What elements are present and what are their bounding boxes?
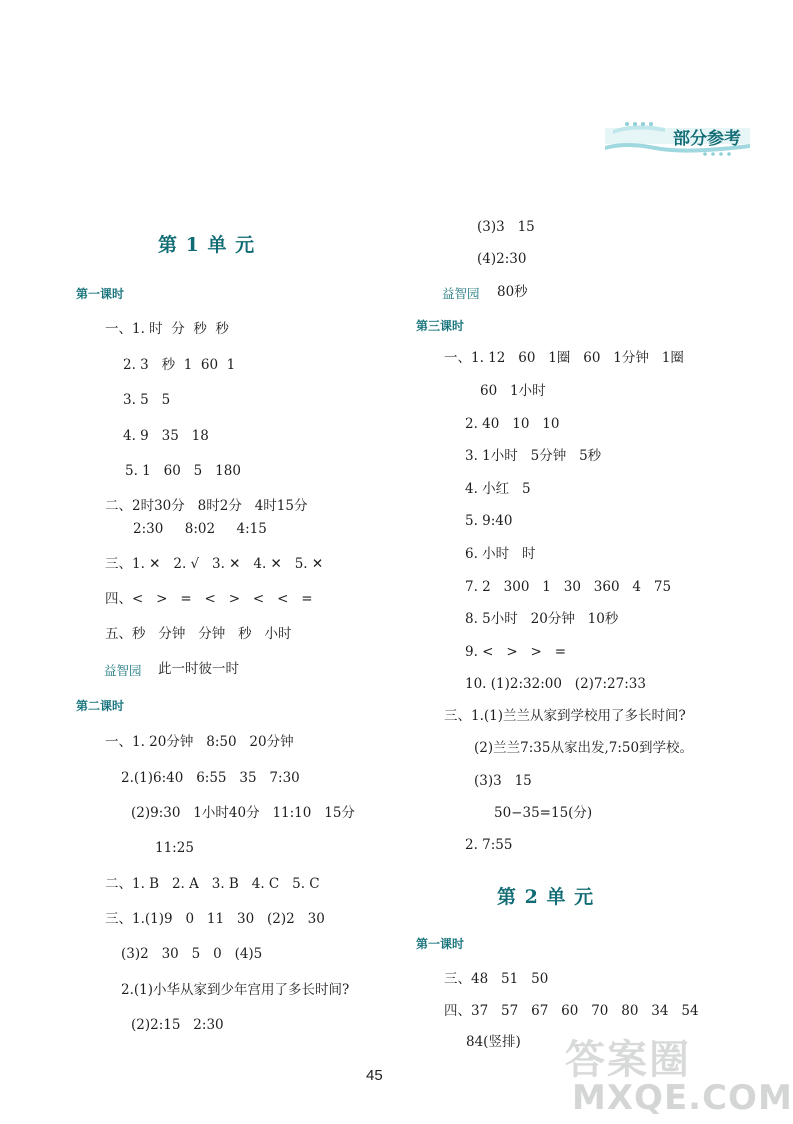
answer-line: (2)9:30 1小时40分 11:10 15分 xyxy=(131,805,355,821)
answer-line: (3)3 15 xyxy=(474,773,532,789)
answer-line: 一、1. 时 分 秒 秒 xyxy=(105,321,229,337)
answer-line: (2)兰兰7:35从家出发,7:50到学校。 xyxy=(474,740,694,756)
answer-line: 7. 2 300 1 30 360 4 75 xyxy=(465,579,672,595)
unit-2-title: 第 2 单 元 xyxy=(497,886,595,908)
answer-line: 二、2时30分 8时2分 4时15分 xyxy=(105,498,308,514)
answer-line: 4. 小红 5 xyxy=(465,481,531,497)
answer-line: 9. < > > = xyxy=(465,644,567,660)
answer-line: 2.(1)小华从家到少年宫用了多长时间? xyxy=(121,982,350,998)
yizhi-answer: 80秒 xyxy=(497,284,528,300)
answer-line: 2. 7:55 xyxy=(465,837,513,853)
answer-line: 四、< > = < > < < = xyxy=(105,591,313,607)
answer-line: 三、1. ✕ 2. √ 3. ✕ 4. ✕ 5. ✕ xyxy=(105,556,324,572)
answer-line: (2)2:15 2:30 xyxy=(131,1017,224,1033)
answer-line: (3)2 30 5 0 (4)5 xyxy=(121,946,263,962)
answer-line: 2.(1)6:40 6:55 35 7:30 xyxy=(121,770,300,786)
answer-line: 10. (1)2:32:00 (2)7:27:33 xyxy=(465,676,646,692)
answer-line: 60 1小时 xyxy=(480,383,546,399)
answer-line: 4. 9 35 18 xyxy=(123,428,209,444)
lesson-1-label: 第一课时 xyxy=(76,287,125,301)
watermark-logo-text: 答案圈 xyxy=(565,1037,691,1083)
yizhi-label: 益智园 xyxy=(442,286,480,301)
answer-line: 一、1. 20分钟 8:50 20分钟 xyxy=(105,734,294,750)
answer-line: 50−35=15(分) xyxy=(494,805,593,821)
yizhi-label: 益智园 xyxy=(104,663,142,678)
page-number: 45 xyxy=(366,1067,383,1084)
answer-line: 2. 40 10 10 xyxy=(465,416,560,432)
answer-line: 一、1. 12 60 1圈 60 1分钟 1圈 xyxy=(444,350,684,366)
answer-line: 四、37 57 67 60 70 80 34 54 xyxy=(444,1003,699,1019)
answer-line: 3. 5 5 xyxy=(123,392,171,408)
answer-line: 三、1.(1)兰兰从家到学校用了多长时间? xyxy=(444,708,686,724)
lesson-3-label: 第三课时 xyxy=(416,319,465,333)
answer-line: 二、1. B 2. A 3. B 4. C 5. C xyxy=(105,876,320,892)
lesson-1-label: 第一课时 xyxy=(416,937,465,951)
watermark-url-text: MXQE.COM xyxy=(572,1078,793,1118)
answer-line: 84(竖排) xyxy=(466,1034,521,1050)
answer-line: (4)2:30 xyxy=(477,251,527,267)
yizhi-answer: 此一时彼一时 xyxy=(158,661,239,677)
answer-line: 三、1.(1)9 0 11 30 (2)2 30 xyxy=(105,911,325,927)
answer-line: (3)3 15 xyxy=(477,219,535,235)
answer-line: 11:25 xyxy=(155,840,194,856)
unit-1-title: 第 1 单 元 xyxy=(158,234,256,256)
answer-line: 6. 小时 时 xyxy=(465,546,536,562)
answer-line: 2. 3 秒 1 60 1 xyxy=(123,357,236,373)
answer-line: 8. 5小时 20分钟 10秒 xyxy=(465,611,619,627)
answer-line: 五、秒 分钟 分钟 秒 小时 xyxy=(105,626,292,642)
header-title: 部分参考 xyxy=(673,129,741,149)
answer-line: 三、48 51 50 xyxy=(444,971,549,987)
answer-line: 3. 1小时 5分钟 5秒 xyxy=(465,448,602,464)
lesson-2-label: 第二课时 xyxy=(76,699,125,713)
answer-line: 5. 9:40 xyxy=(465,513,513,529)
answer-line: 2:30 8:02 4:15 xyxy=(133,521,267,537)
answer-line: 5. 1 60 5 180 xyxy=(125,463,241,479)
